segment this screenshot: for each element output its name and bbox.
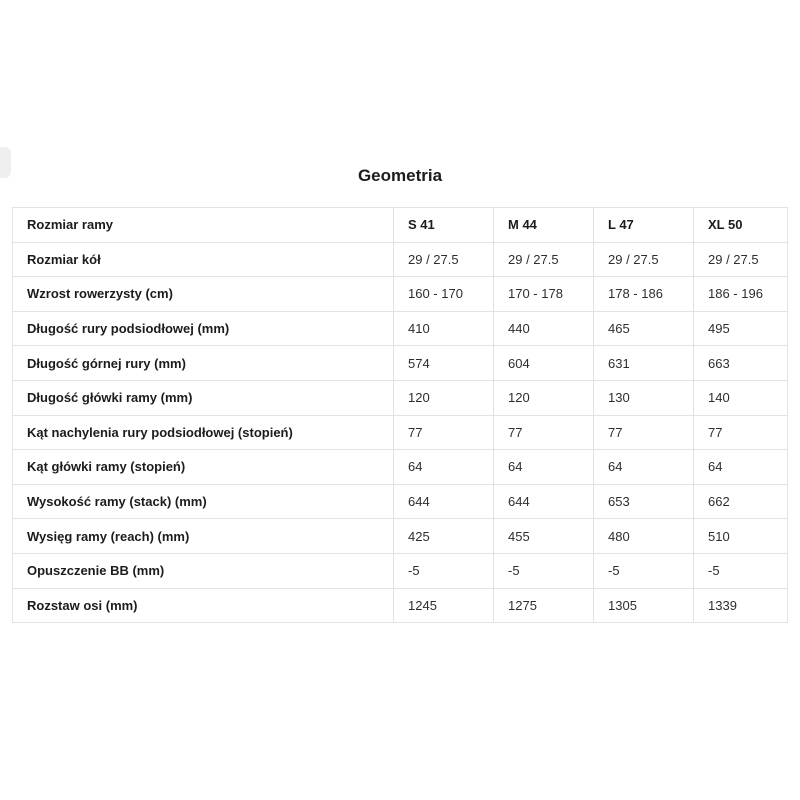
row-label: Wysokość ramy (stack) (mm) (13, 484, 394, 519)
table-row (13, 311, 788, 346)
cell-value: 631 (594, 346, 694, 381)
cell-value: 77 (494, 415, 594, 450)
cell-value: 64 (694, 450, 788, 485)
header-cell-size: S 41 (394, 208, 494, 243)
cell-value: 120 (494, 380, 594, 415)
cell-value: -5 (594, 553, 694, 588)
cell-value: -5 (694, 553, 788, 588)
cell-value: 455 (494, 519, 594, 554)
cell-value: 1245 (394, 588, 494, 623)
cell-value: 64 (494, 450, 594, 485)
cell-value: 77 (694, 415, 788, 450)
cell-value: 130 (594, 380, 694, 415)
header-cell-size: L 47 (594, 208, 694, 243)
cell-value: 178 - 186 (594, 277, 694, 312)
row-label: Długość górnej rury (mm) (13, 346, 394, 381)
table-row (13, 519, 788, 554)
cell-value: 64 (594, 450, 694, 485)
header-cell-label: Rozmiar ramy (13, 208, 394, 243)
table-header-row (13, 208, 788, 243)
cell-value: 64 (394, 450, 494, 485)
cell-value: 29 / 27.5 (394, 242, 494, 277)
cell-value: -5 (394, 553, 494, 588)
cell-value: 663 (694, 346, 788, 381)
cell-value: 77 (394, 415, 494, 450)
cell-value: 644 (494, 484, 594, 519)
table-row (13, 415, 788, 450)
table-row (13, 484, 788, 519)
table-row (13, 346, 788, 381)
table-row (13, 450, 788, 485)
table-body (13, 242, 788, 623)
header-cell-size: XL 50 (694, 208, 788, 243)
cell-value: 425 (394, 519, 494, 554)
cell-value: 510 (694, 519, 788, 554)
cell-value: 653 (594, 484, 694, 519)
cell-value: 604 (494, 346, 594, 381)
cell-value: 1339 (694, 588, 788, 623)
cell-value: 480 (594, 519, 694, 554)
cell-value: 662 (694, 484, 788, 519)
cell-value: 29 / 27.5 (494, 242, 594, 277)
row-label: Długość główki ramy (mm) (13, 380, 394, 415)
table-row (13, 588, 788, 623)
cell-value: 1275 (494, 588, 594, 623)
table-row (13, 242, 788, 277)
cell-value: 440 (494, 311, 594, 346)
table-row (13, 553, 788, 588)
table-row (13, 380, 788, 415)
row-label: Wzrost rowerzysty (cm) (13, 277, 394, 312)
cell-value: 644 (394, 484, 494, 519)
cell-value: 465 (594, 311, 694, 346)
cell-value: 77 (594, 415, 694, 450)
row-label: Kąt nachylenia rury podsiodłowej (stopień) (13, 415, 394, 450)
cell-value: 160 - 170 (394, 277, 494, 312)
cell-value: 495 (694, 311, 788, 346)
row-label: Rozstaw osi (mm) (13, 588, 394, 623)
cell-value: 29 / 27.5 (694, 242, 788, 277)
cell-value: -5 (494, 553, 594, 588)
row-label: Wysięg ramy (reach) (mm) (13, 519, 394, 554)
cell-value: 410 (394, 311, 494, 346)
header-cell-size: M 44 (494, 208, 594, 243)
row-label: Długość rury podsiodłowej (mm) (13, 311, 394, 346)
cell-value: 120 (394, 380, 494, 415)
section-title: Geometria (357, 166, 443, 185)
cell-value: 574 (394, 346, 494, 381)
table-row (13, 277, 788, 312)
row-label: Rozmiar kół (13, 242, 394, 277)
cell-value: 170 - 178 (494, 277, 594, 312)
cell-value: 1305 (594, 588, 694, 623)
row-label: Opuszczenie BB (mm) (13, 553, 394, 588)
cell-value: 186 - 196 (694, 277, 788, 312)
cell-value: 29 / 27.5 (594, 242, 694, 277)
cell-value: 140 (694, 380, 788, 415)
geometry-table (12, 207, 788, 623)
row-label: Kąt główki ramy (stopień) (13, 450, 394, 485)
